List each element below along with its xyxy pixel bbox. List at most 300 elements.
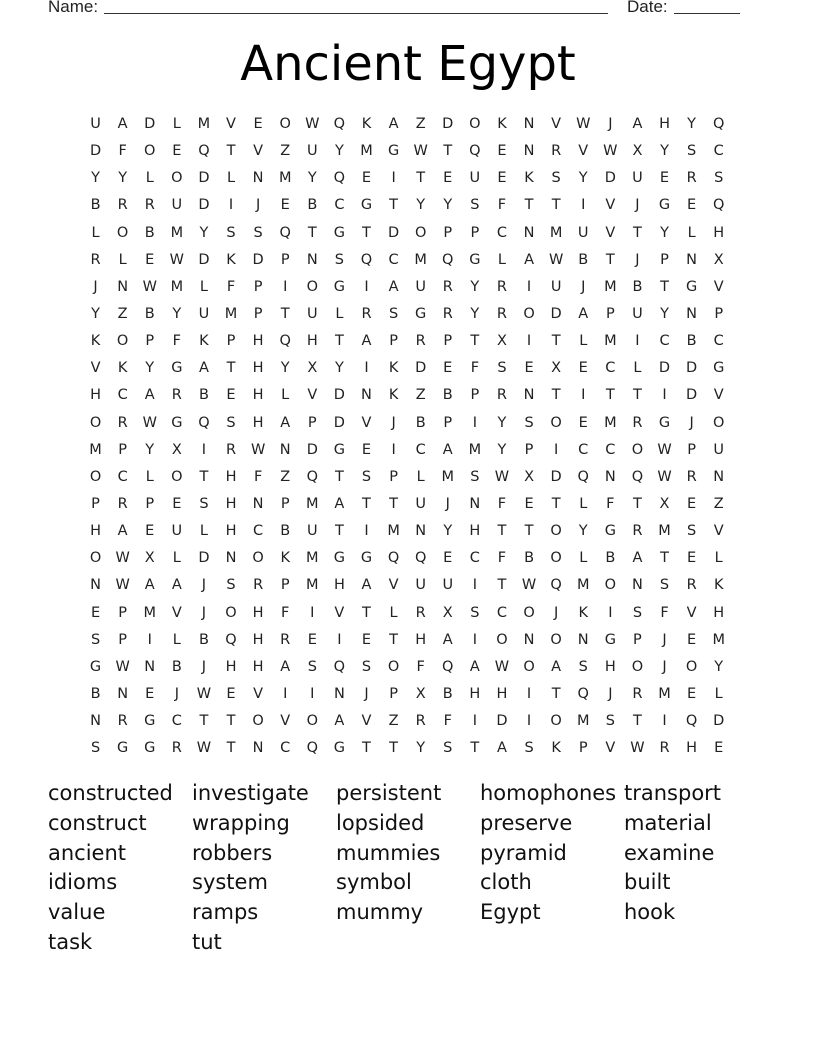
grid-letter: I bbox=[283, 278, 288, 295]
grid-letter: R bbox=[659, 740, 670, 757]
grid-letter: R bbox=[442, 305, 453, 322]
grid-letter: W bbox=[196, 740, 212, 757]
grid-letter: P bbox=[118, 631, 128, 648]
grid-letter: A bbox=[144, 387, 155, 404]
grid-letter: I bbox=[472, 577, 477, 594]
grid-letter: P bbox=[633, 631, 642, 648]
grid-letter: A bbox=[334, 495, 345, 512]
grid-letter: K bbox=[90, 333, 101, 350]
grid-letter: K bbox=[551, 740, 561, 757]
grid-letter: Y bbox=[687, 116, 697, 132]
grid-letter: K bbox=[713, 577, 724, 594]
grid-letter: O bbox=[631, 658, 644, 675]
grid-letter: S bbox=[551, 170, 561, 187]
grid-letter: Y bbox=[578, 170, 588, 187]
grid-letter: G bbox=[685, 278, 698, 295]
grid-letter: I bbox=[662, 713, 667, 730]
grid-letter: I bbox=[581, 387, 586, 404]
grid-letter: C bbox=[117, 468, 128, 485]
grid-letter: L bbox=[91, 224, 100, 241]
grid-letter: U bbox=[632, 170, 643, 187]
grid-letter: P bbox=[118, 441, 128, 458]
grid-letter: O bbox=[89, 550, 102, 567]
grid-letter: T bbox=[307, 224, 317, 241]
grid-letter: V bbox=[713, 278, 724, 295]
grid-letter: Z bbox=[713, 495, 724, 512]
grid-letter: I bbox=[526, 685, 532, 702]
grid-letter: J bbox=[255, 197, 261, 214]
grid-letter: B bbox=[198, 387, 209, 404]
grid-letter: H bbox=[252, 414, 264, 431]
grid-letter: Q bbox=[225, 631, 237, 648]
grid-letter: Y bbox=[172, 305, 182, 322]
grid-letter: N bbox=[252, 495, 264, 512]
grid-letter: E bbox=[443, 360, 453, 377]
grid-letter: P bbox=[389, 333, 398, 350]
grid-letter: D bbox=[198, 170, 210, 187]
grid-letter: P bbox=[253, 278, 263, 295]
grid-letter: A bbox=[144, 577, 155, 594]
grid-letter: T bbox=[389, 197, 398, 214]
grid-letter: L bbox=[579, 333, 588, 350]
grid-letter: H bbox=[225, 658, 237, 675]
grid-letter: E bbox=[524, 495, 534, 512]
grid-letter: I bbox=[364, 523, 369, 540]
grid-letter: Q bbox=[577, 685, 589, 702]
grid-letter: B bbox=[171, 658, 182, 675]
grid-letter: F bbox=[416, 658, 425, 675]
grid-letter: S bbox=[714, 170, 724, 187]
grid-letter: T bbox=[551, 387, 561, 404]
date-label: Date: bbox=[627, 0, 668, 16]
grid-letter: B bbox=[578, 251, 589, 268]
word-bank-item: symbol bbox=[336, 870, 412, 895]
grid-letter: E bbox=[226, 685, 236, 702]
grid-letter: W bbox=[115, 658, 130, 675]
word-bank-item: system bbox=[192, 870, 268, 895]
grid-letter: Q bbox=[387, 550, 400, 567]
grid-letter: K bbox=[199, 333, 209, 350]
grid-letter: Z bbox=[388, 713, 399, 730]
grid-letter: T bbox=[334, 468, 344, 485]
grid-letter: M bbox=[576, 713, 590, 730]
grid-letter: O bbox=[712, 414, 725, 431]
grid-letter: E bbox=[524, 360, 534, 377]
grid-letter: Q bbox=[631, 468, 644, 485]
grid-letter: S bbox=[632, 604, 643, 621]
grid-letter: A bbox=[361, 333, 372, 350]
grid-letter: Q bbox=[712, 116, 725, 132]
grid-letter: I bbox=[147, 631, 152, 648]
grid-letter: U bbox=[442, 577, 454, 594]
grid-letter: Y bbox=[443, 197, 453, 214]
grid-letter: S bbox=[578, 658, 588, 675]
grid-letter: J bbox=[608, 685, 613, 702]
grid-letter: O bbox=[252, 713, 264, 730]
grid-letter: I bbox=[526, 278, 532, 295]
word-bank-item: examine bbox=[624, 840, 715, 865]
word-bank-item: transport bbox=[624, 781, 722, 805]
grid-letter: X bbox=[524, 468, 535, 485]
grid-letter: J bbox=[391, 414, 396, 431]
grid-letter: Q bbox=[414, 550, 427, 567]
grid-letter: V bbox=[361, 713, 372, 730]
grid-letter: L bbox=[145, 170, 154, 187]
grid-letter: T bbox=[199, 468, 209, 485]
grid-letter: G bbox=[360, 197, 373, 214]
grid-letter: V bbox=[578, 143, 589, 160]
grid-letter: L bbox=[497, 251, 506, 268]
grid-letter: D bbox=[198, 251, 210, 268]
grid-letter: Q bbox=[279, 224, 291, 241]
grid-letter: V bbox=[713, 387, 724, 404]
grid-letter: I bbox=[581, 197, 586, 214]
grid-letter: N bbox=[523, 224, 535, 241]
grid-letter: G bbox=[171, 360, 183, 377]
grid-letter: Y bbox=[145, 441, 155, 458]
grid-letter: N bbox=[523, 143, 535, 160]
grid-letter: S bbox=[470, 604, 480, 621]
grid-letter: S bbox=[361, 468, 372, 485]
grid-letter: D bbox=[550, 305, 562, 322]
grid-letter: E bbox=[145, 685, 155, 702]
grid-letter: C bbox=[659, 333, 670, 350]
grid-letter: G bbox=[658, 197, 671, 214]
grid-letter: Y bbox=[660, 143, 669, 160]
grid-letter: L bbox=[579, 495, 588, 512]
grid-letter: W bbox=[494, 468, 510, 485]
grid-letter: Q bbox=[198, 143, 210, 160]
word-bank-item: construct bbox=[48, 810, 147, 835]
grid-letter: V bbox=[171, 604, 182, 621]
grid-letter: C bbox=[578, 441, 589, 458]
grid-letter: B bbox=[524, 550, 535, 567]
word-bank-item: preserve bbox=[480, 810, 573, 835]
grid-letter: H bbox=[90, 387, 101, 404]
grid-letter: Y bbox=[714, 658, 724, 675]
grid-letter: U bbox=[550, 278, 562, 295]
grid-letter: P bbox=[145, 495, 155, 512]
header bbox=[0, 0, 816, 21]
grid-letter: P bbox=[307, 414, 317, 431]
grid-letter: A bbox=[117, 523, 128, 540]
word-bank-item: task bbox=[48, 929, 93, 954]
grid-letter: N bbox=[686, 305, 698, 322]
grid-letter: T bbox=[551, 685, 561, 702]
grid-letter: U bbox=[415, 577, 426, 594]
grid-letter: B bbox=[90, 197, 101, 214]
grid-letter: E bbox=[145, 523, 155, 540]
grid-letter: W bbox=[657, 441, 672, 458]
grid-letter: H bbox=[333, 577, 345, 594]
grid-letter: I bbox=[283, 685, 288, 702]
grid-letter: V bbox=[686, 604, 697, 621]
grid-letter: W bbox=[115, 550, 130, 567]
grid-letter: I bbox=[364, 278, 369, 295]
grid-letter: Y bbox=[199, 224, 209, 241]
grid-letter: G bbox=[415, 305, 427, 322]
grid-letter: S bbox=[90, 740, 101, 757]
grid-letter: P bbox=[145, 333, 155, 350]
word-bank-item: homophones bbox=[480, 781, 617, 805]
grid-letter: S bbox=[443, 740, 453, 757]
grid-letter: H bbox=[659, 116, 670, 132]
grid-letter: O bbox=[550, 414, 562, 431]
grid-letter: K bbox=[497, 116, 507, 132]
grid-letter: G bbox=[144, 740, 156, 757]
grid-letter: N bbox=[469, 495, 481, 512]
grid-letter: S bbox=[470, 197, 480, 214]
grid-letter: J bbox=[201, 658, 207, 675]
grid-letter: D bbox=[604, 170, 616, 187]
grid-letter: O bbox=[523, 658, 535, 675]
grid-letter: O bbox=[144, 143, 156, 160]
grid-letter: C bbox=[117, 387, 128, 404]
grid-letter: B bbox=[442, 685, 453, 702]
grid-letter: G bbox=[333, 441, 346, 458]
word-bank bbox=[48, 779, 768, 958]
grid-letter: O bbox=[171, 468, 183, 485]
grid-letter: F bbox=[443, 713, 452, 730]
grid-letter: C bbox=[469, 550, 480, 567]
grid-letter: E bbox=[578, 414, 588, 431]
grid-letter: J bbox=[554, 604, 559, 621]
grid-letter: G bbox=[604, 523, 616, 540]
grid-letter: M bbox=[306, 495, 319, 512]
grid-letter: O bbox=[550, 713, 562, 730]
grid-letter: M bbox=[89, 441, 102, 458]
grid-letter: N bbox=[252, 740, 264, 757]
grid-letter: E bbox=[90, 604, 101, 621]
grid-letter: W bbox=[142, 278, 157, 295]
grid-letter: Y bbox=[497, 441, 507, 458]
grid-letter: P bbox=[226, 333, 236, 350]
grid-letter: N bbox=[306, 251, 318, 268]
grid-letter: H bbox=[469, 685, 481, 702]
grid-letter: C bbox=[605, 360, 616, 377]
grid-letter: P bbox=[524, 441, 534, 458]
grid-letter: L bbox=[714, 550, 723, 567]
grid-letter: O bbox=[550, 631, 562, 648]
grid-letter: K bbox=[578, 604, 588, 621]
grid-letter: R bbox=[496, 387, 507, 404]
grid-letter: H bbox=[604, 658, 616, 675]
grid-letter: E bbox=[280, 197, 290, 214]
grid-letter: N bbox=[686, 251, 698, 268]
grid-letter: K bbox=[361, 116, 372, 132]
grid-letter: H bbox=[686, 740, 698, 757]
grid-letter: T bbox=[524, 197, 534, 214]
grid-letter: B bbox=[307, 197, 318, 214]
grid-letter: L bbox=[172, 550, 181, 567]
grid-letter: K bbox=[388, 387, 399, 404]
grid-letter: Y bbox=[280, 360, 290, 377]
grid-letter: N bbox=[252, 170, 264, 187]
grid-letter: A bbox=[442, 441, 453, 458]
grid-letter: I bbox=[662, 387, 667, 404]
grid-letter: G bbox=[469, 251, 481, 268]
grid-letter: E bbox=[443, 170, 453, 187]
grid-letter: P bbox=[443, 224, 453, 241]
grid-letter: H bbox=[713, 604, 725, 621]
grid-letter: J bbox=[608, 116, 613, 132]
grid-letter: A bbox=[198, 360, 209, 377]
page-title: Ancient Egypt bbox=[240, 36, 576, 92]
grid-letter: N bbox=[415, 523, 427, 540]
grid-letter: L bbox=[199, 278, 208, 295]
grid-letter: E bbox=[687, 685, 697, 702]
grid-letter: F bbox=[606, 495, 615, 512]
grid-letter: M bbox=[414, 251, 427, 268]
grid-letter: T bbox=[199, 713, 209, 730]
grid-letter: O bbox=[496, 631, 508, 648]
grid-letter: O bbox=[550, 523, 562, 540]
grid-letter: T bbox=[524, 523, 534, 540]
grid-letter: P bbox=[280, 495, 290, 512]
grid-letter: X bbox=[496, 333, 507, 350]
grid-letter: M bbox=[576, 577, 590, 594]
grid-letter: V bbox=[388, 577, 399, 594]
grid-letter: D bbox=[415, 360, 427, 377]
grid-letter: D bbox=[387, 224, 400, 241]
grid-letter: L bbox=[579, 550, 588, 567]
grid-letter: M bbox=[549, 224, 563, 241]
grid-letter: R bbox=[361, 305, 372, 322]
grid-letter: J bbox=[662, 658, 667, 675]
grid-letter: Q bbox=[442, 251, 454, 268]
grid-letter: G bbox=[89, 658, 102, 675]
grid-letter: H bbox=[252, 631, 264, 648]
grid-letter: S bbox=[253, 224, 263, 241]
grid-letter: U bbox=[306, 305, 318, 322]
grid-letter: A bbox=[632, 116, 643, 132]
grid-letter: Q bbox=[333, 170, 346, 187]
grid-letter: M bbox=[387, 523, 400, 540]
grid-letter: V bbox=[361, 414, 372, 431]
grid-letter: I bbox=[228, 197, 234, 214]
grid-letter: I bbox=[391, 441, 396, 458]
grid-letter: C bbox=[280, 740, 291, 757]
grid-letter: Q bbox=[279, 333, 291, 350]
grid-letter: O bbox=[116, 333, 129, 350]
grid-letter: L bbox=[416, 468, 425, 485]
grid-letter: T bbox=[226, 713, 236, 730]
grid-letter: U bbox=[171, 523, 183, 540]
grid-letter: F bbox=[497, 550, 507, 567]
grid-letter: A bbox=[496, 740, 507, 757]
grid-letter: Q bbox=[198, 414, 210, 431]
grid-letter: H bbox=[90, 523, 101, 540]
grid-letter: B bbox=[632, 278, 643, 295]
grid-letter: O bbox=[279, 116, 291, 132]
grid-letter: V bbox=[605, 224, 616, 241]
grid-letter: H bbox=[225, 495, 237, 512]
grid-letter: T bbox=[226, 360, 236, 377]
grid-letter: A bbox=[388, 278, 399, 295]
grid-letter: F bbox=[226, 278, 236, 295]
grid-letter: R bbox=[551, 143, 562, 160]
grid-letter: U bbox=[577, 224, 589, 241]
grid-letter: Y bbox=[470, 305, 480, 322]
grid-letter: P bbox=[443, 414, 453, 431]
grid-letter: G bbox=[713, 360, 725, 377]
grid-letter: T bbox=[362, 224, 371, 241]
letter-grid bbox=[82, 111, 732, 762]
grid-letter: P bbox=[389, 685, 398, 702]
grid-letter: E bbox=[361, 631, 372, 648]
grid-letter: H bbox=[469, 523, 481, 540]
grid-letter: A bbox=[442, 631, 453, 648]
grid-letter: J bbox=[581, 278, 586, 295]
grid-letter: R bbox=[496, 305, 507, 322]
grid-letter: S bbox=[226, 577, 236, 594]
grid-letter: I bbox=[391, 170, 396, 187]
grid-letter: Z bbox=[280, 468, 291, 485]
grid-letter: X bbox=[713, 251, 724, 268]
grid-letter: Q bbox=[306, 468, 318, 485]
grid-letter: Y bbox=[307, 170, 317, 187]
grid-letter: O bbox=[225, 604, 237, 621]
grid-letter: D bbox=[333, 387, 345, 404]
grid-letter: B bbox=[280, 523, 291, 540]
grid-letter: V bbox=[90, 360, 101, 377]
grid-letter: W bbox=[548, 251, 564, 268]
grid-letter: S bbox=[307, 658, 317, 675]
grid-letter: Q bbox=[360, 251, 373, 268]
grid-letter: M bbox=[658, 685, 671, 702]
grid-letter: F bbox=[470, 360, 480, 377]
grid-letter: Y bbox=[497, 414, 507, 431]
grid-letter: J bbox=[174, 685, 179, 702]
grid-letter: F bbox=[660, 604, 669, 621]
grid-letter: I bbox=[554, 441, 559, 458]
grid-letter: R bbox=[415, 333, 426, 350]
word-bank-item: mummies bbox=[336, 840, 441, 865]
grid-letter: C bbox=[713, 143, 724, 160]
grid-letter: P bbox=[687, 441, 696, 458]
grid-letter: M bbox=[441, 468, 455, 485]
grid-letter: T bbox=[660, 278, 669, 295]
grid-letter: H bbox=[496, 685, 508, 702]
grid-letter: T bbox=[497, 577, 507, 594]
grid-letter: G bbox=[604, 631, 616, 648]
grid-letter: X bbox=[415, 685, 426, 702]
grid-letter: U bbox=[713, 441, 725, 458]
grid-letter: Y bbox=[416, 740, 426, 757]
grid-letter: H bbox=[306, 333, 318, 350]
grid-letter: F bbox=[253, 468, 263, 485]
grid-letter: Y bbox=[416, 197, 426, 214]
grid-letter: R bbox=[117, 495, 128, 512]
grid-letter: L bbox=[172, 631, 181, 648]
grid-letter: G bbox=[117, 740, 129, 757]
grid-letter: O bbox=[252, 550, 264, 567]
word-bank-item: pyramid bbox=[480, 840, 567, 865]
grid-letter: X bbox=[442, 604, 453, 621]
grid-letter: E bbox=[497, 143, 507, 160]
grid-letter: N bbox=[90, 577, 101, 594]
grid-letter: N bbox=[361, 387, 372, 404]
grid-letter: E bbox=[687, 197, 697, 214]
name-label: Name: bbox=[48, 0, 99, 16]
grid-letter: G bbox=[333, 224, 346, 241]
grid-letter: Q bbox=[442, 658, 454, 675]
grid-letter: M bbox=[604, 414, 617, 431]
grid-letter: A bbox=[469, 658, 480, 675]
grid-letter: F bbox=[118, 143, 127, 160]
grid-letter: Z bbox=[117, 305, 128, 322]
word-bank-item: investigate bbox=[192, 781, 309, 805]
